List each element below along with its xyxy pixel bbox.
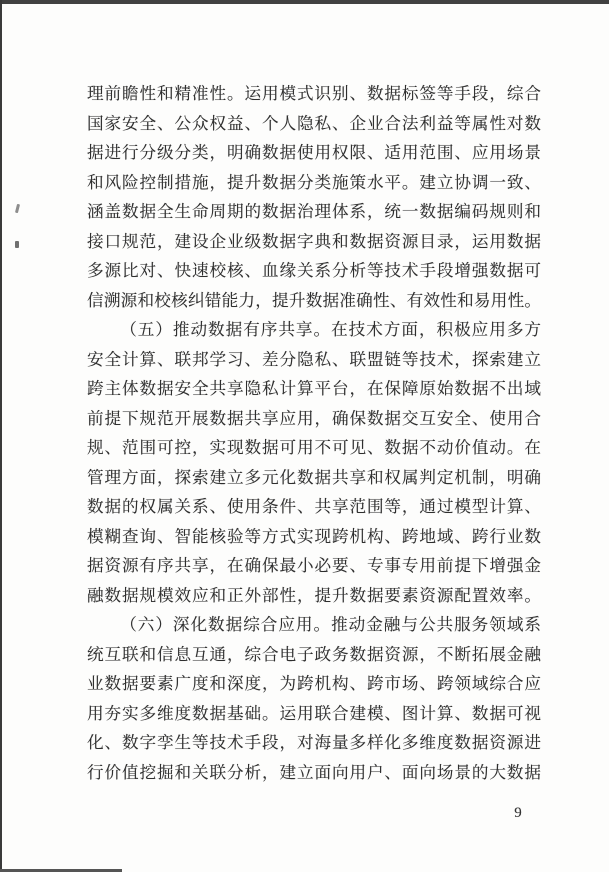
text-line: 化、数字孪生等技术手段，对海量多样化多维度数据资源进 [87, 733, 541, 752]
scan-artifact [15, 241, 19, 248]
text-line: 和风险控制措施，提升数据分类施策水平。建立协调一致、 [87, 172, 541, 192]
text-line: 跨主体数据安全共享隐私计算平台，在保障原始数据不出域 [87, 379, 541, 398]
paragraph-section-5 [87, 315, 541, 610]
text-line: 前提下规范开展数据共享应用，确保数据交互安全、使用合 [87, 408, 541, 428]
text-line: （六）深化数据综合应用。推动金融与公共服务领域系 [120, 615, 541, 634]
text-line: 用夯实多维度数据基础。运用联合建模、图计算、数据可视 [87, 703, 541, 723]
page-number: 9 [514, 805, 522, 821]
text-line: 统互联和信息互通，综合电子政务数据资源，不断拓展金融 [87, 644, 541, 664]
scan-edge-top [0, 0, 609, 4]
text-line: 接口规范，建设企业级数据字典和数据资源目录，运用数据 [87, 231, 541, 251]
text-line: 多源比对、快速校核、血缘关系分析等技术手段增强数据可 [87, 261, 541, 280]
text-line: 业数据要素广度和深度，为跨机构、跨市场、跨领域综合应 [87, 674, 541, 693]
text-line: 融数据规模效应和正外部性，提升数据要素资源配置效率。 [87, 585, 541, 605]
text-line: （五）推动数据有序共享。在技术方面，积极应用多方 [120, 320, 541, 339]
scan-edge-left [0, 0, 2, 872]
paragraph-continued [87, 79, 541, 315]
text-line: 规、范围可控，实现数据可用不可见、数据不动价值动。在 [87, 438, 541, 457]
text-line: 信溯源和校核纠错能力，提升数据准确性、有效性和易用性。 [87, 290, 541, 310]
text-line: 管理方面，探索建立多元化数据共享和权属判定机制，明确 [87, 467, 541, 487]
text-line: 国家安全、公众权益、个人隐私、企业合法利益等属性对数 [87, 113, 541, 133]
text-line: 行价值挖掘和关联分析，建立面向用户、面向场景的大数据 [87, 762, 541, 782]
text-line: 理前瞻性和精准性。运用模式识别、数据标签等手段，综合 [87, 84, 541, 103]
text-line: 涵盖数据全生命周期的数据治理体系，统一数据编码规则和 [87, 202, 541, 221]
text-line: 安全计算、联邦学习、差分隐私、联盟链等技术，探索建立 [87, 349, 541, 369]
body-text [87, 79, 541, 787]
paragraph-section-6 [87, 610, 541, 787]
text-line: 据资源有序共享，在确保最小必要、专事专用前提下增强金 [87, 556, 541, 575]
scan-artifact [15, 204, 20, 213]
text-line: 模糊查询、智能核验等方式实现跨机构、跨地域、跨行业数 [87, 526, 541, 546]
text-line: 数据的权属关系、使用条件、共享范围等，通过模型计算、 [87, 497, 541, 516]
text-line: 据进行分级分类，明确数据使用权限、适用范围、应用场景 [87, 143, 541, 162]
